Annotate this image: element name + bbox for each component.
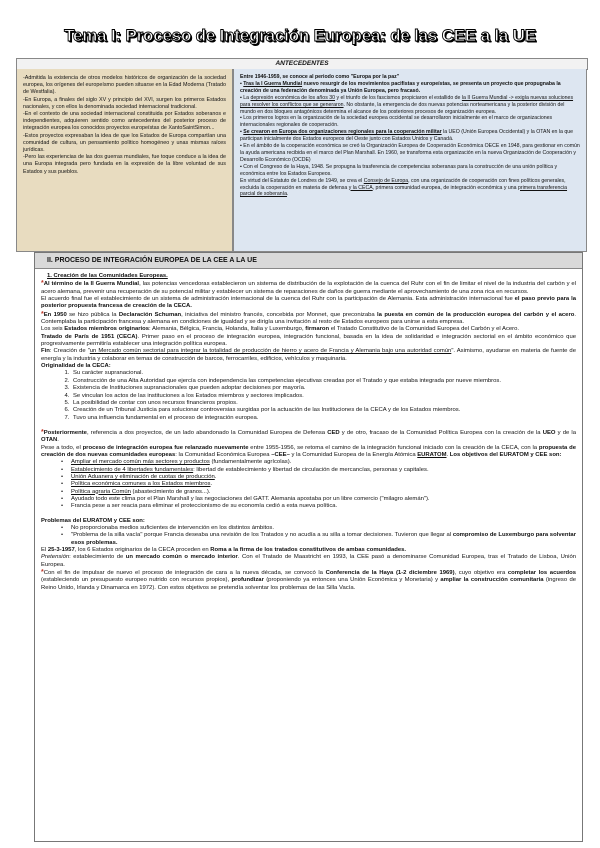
- paragraph: El 25-3-1957, los 6 Estados originarios de la CECA proceden en Roma a la firma de los tratados constitutivos de ambas comunidades.: [41, 547, 407, 554]
- right-intro: Entre 1946-1959, se conoce al periodo como "Europa por la paz": [240, 74, 400, 80]
- paragraph: Fin: Creación de "un Mercado común sectorial para integrar la totalidad de producción de hierro y acero de Francia y Alemania bajo una autoridad común". Asimismo, ayudarse en materia de fuente de energía y la industria y colaborar en temas de construcción de barcos, ferrocarriles, edificios, vehículos y maquinaria.: [41, 348, 576, 362]
- list-item: • Ampliar el mercado común más sectores y productos (fundamentalmente agrícolas).: [71, 459, 576, 466]
- objectives-list: [41, 459, 576, 510]
- list-item: • "Problema de la silla vacía" porque Francia deseaba una revisión de los Tratados y no acudía a su silla a tomar decisiones. Tuvieron que llegar al compromiso de Luxemburgo para solventar esos problemas.: [71, 532, 576, 547]
- antecedentes-left-box: [16, 69, 233, 252]
- left-paragraph: -En el contexto de una sociedad internacional constituida por Estados soberanos e independientes, adquieren sentido como antecedentes del posterior proceso de integración europea los conocidos proyectos europeístas de XantoSaintSimon...: [23, 111, 226, 132]
- section-ii-body: [35, 269, 582, 592]
- list-item: 6. Creación de un Tribunal Justicia para solucionar controversias surgidas por la actuación de las Instituciones de la CECA y de los Estados miembros.: [71, 407, 576, 414]
- antecedentes-heading: ANTECEDENTES: [16, 58, 588, 70]
- left-paragraph: -Admitida la existencia de otros modelos históricos de organización de la sociedad europea, los orígenes del europeísmo pueden situarse en la Edad Moderna (Tratado de Westfalia).: [23, 75, 226, 96]
- star-icon: *: [41, 428, 44, 436]
- star-icon: *: [41, 569, 44, 577]
- left-paragraph: -Pero las experiencias de las dos guerras mundiales, fue toque conduce a la idea de una Europa integrada pero fundada en la expresión de la libre voluntad de sus Estados y sus pueblos.: [23, 154, 226, 175]
- paragraph: *Con el fin de impulsar de nuevo el proceso de integración de cara a la nueva década, se convocó la Conferencia de la Haya (1-2 diciembre 1969), cuyo objetivo era completar los acuerdos (estableciendo un presupuesto europeo nutrido con recursos propios), profundizar (proponiendo ya entonces una Unión Económica y Monetaria) y ampliar la construcción comunitaria (ingreso de Reino Unido, Irlanda y Dinamarca en 1972). Con estos objetivos se pretendía solventar los problemas de las Silla Vacía.: [41, 569, 577, 591]
- subsection-title: 1. Creación de las Comunidades Europeas.: [47, 273, 168, 279]
- paragraph: Los seis Estados miembros originarios: Alemania, Bélgica, Francia, Holanda, Italia y Luxemburgo, firmaron el Tratado Constitutivo de la Comunidad Europea del Carbón y el Acero.: [41, 326, 520, 333]
- right-bullet: ▪ Los primeros logros en la organización de la sociedad europea occidental se desarrollaron inicialmente en el marco de organizaciones internacionales regionales de cooperación.: [240, 115, 553, 129]
- section-ii-box: [34, 252, 583, 842]
- page-title: Tema I: Proceso de Integración Europea: de las CEE a la UE: [64, 26, 536, 45]
- paragraph: Pese a todo, el proceso de integración europea fue relanzado nuevamente entre 1955-1956, se retoma el camino de la integración funcional iniciado con la creación de la CECA, con la propuesta de creación de dos nuevas comunidades europeas: la Comunidad Económica Europea –CEE– y la Comunidad Europea de la Energía Atómica EURATOM. Los objetivos del EURATOM y CEE son:: [41, 444, 577, 458]
- originality-list: [41, 370, 576, 421]
- paragraph: *Al término de la II Guerra Mundial, las potencias vencedoras establecieron un sistema de distribución de la explotación de la cuenca del Ruhr con el fin de limitar el nivel de la industria del carbón y el acero alemana, prevenir una recuperación de su potencial militar y establecer un sistema de reparaciones de daños de guerra mediante el aprovechamiento de una zona rica en recursos.: [41, 280, 576, 295]
- paragraph: Tratado de París de 1951 (CECA). Primer paso en el proceso de integración europea, integración funcional, basada en la idea de solidaridad e integración sectorial en el ámbito económico que progresivamente permitiría establecer una integración política europea.: [41, 333, 576, 348]
- star-icon: *: [41, 310, 44, 318]
- star-icon: *: [41, 280, 44, 288]
- right-paragraph: En virtud del Estatuto de Londres de 1949, se crea el Consejo de Europa, con una organización de cooperación con fines políticos generales, excluida la cooperación en materia de defensa y la CECA, primera comunidad europea, de integración económica y una primera transferencia parcial de soberanía.: [240, 177, 568, 198]
- list-item: 3. Existencia de Instituciones supranacionales que pueden adoptar decisiones por mayoría.: [71, 385, 576, 392]
- left-paragraph: -En Europa, a finales del siglo XV y principio del XVI, surgen los primeros Estados nacionales, y con ellos la denominada sociedad internacional tradicional.: [23, 96, 226, 110]
- paragraph: Pretensión: establecimiento de un mercado común o mercado interior. Con el Tratado de Maastricht en 1993, la CEE pasó a denominarse Comunidad Europea, tras el Tratado de Lisboa, Unión Europea.: [41, 554, 576, 568]
- list-item: • Política económica comunes a los Estados miembros.: [71, 481, 576, 488]
- paragraph: *Posteriormente, referencia a dos proyectos, de un lado abandonado la Comunidad Europea de Defensa CED y de otro, fracaso de la Comunidad Política Europea con la creación de la UEO y de la OTAN.: [41, 428, 576, 444]
- list-item: • Francia pese a ser reacia para eliminar el proteccionismo de su economía cedió a esta nueva política.: [71, 503, 576, 510]
- right-bullet: ▪ Tras la I Guerra Mundial nuevo resurgir de los movimientos pacifistas y europeístas, se presenta un proyecto que propugnaba la creación de una federación denominada ya Unión Europea, pero fracasó.: [240, 80, 561, 94]
- list-title: Problemas del EURATOM y CEE son:: [41, 517, 145, 524]
- right-bullet: ▪ Se crearon en Europa dos organizaciones regionales para la cooperación militar la UEO (Unión Europea Occidental) y la OTAN en la que participan inicialmente dos Estados europeos del Oeste junto con Estados Unidos y Canadá.: [240, 129, 574, 143]
- list-item: • Unión Aduanera y eliminación de cuotas de producción.: [71, 474, 576, 481]
- problems-list: [41, 525, 576, 547]
- list-item: 2. Construcción de una Alta Autoridad que ejercía con independencia las competencias ejecutivas creadas por el Tratado y que estaba integrada por nueve miembros.: [71, 378, 576, 385]
- antecedentes-right-box: [233, 69, 587, 252]
- list-item: 4. Se vinculan los actos de las instituciones a los Estados miembros y sectores implicados.: [71, 393, 576, 400]
- paragraph: *En 1950 se hizo pública la Declaración Schuman, iniciativa del ministro francés, concebida por Monnet, que preconizaba la puesta en común de la producción europea del carbón y el acero. Contemplaba la participación francesa y alemana en condiciones de igualdad y se dirigía una invitación al resto de Estados europeos para unirse a esta empresa.: [41, 310, 576, 326]
- list-item: • Establecimiento de 4 libertades fundamentales: libertad de establecimiento y libertad de circulación de mercancías, personas y capitales.: [71, 467, 576, 474]
- list-item: 1. Su carácter supranacional.: [71, 370, 576, 377]
- left-paragraph: -Estos proyectos expresaban la idea de que los Estados de Europa compartían una comunidad de cultura, un pensamiento político homogéneo y unas mismas raíces jurídicas.: [23, 132, 226, 154]
- paragraph: El acuerdo final fue el establecimiento de un sistema de administración internacional de la cuenca del Ruhr con la participación de Alemania. Esta administración internacional fue el paso previo para la posterior propuesta francesa de creación de la CECA.: [41, 296, 576, 310]
- right-bullet: ▪ La depresión económica de los años 30 y el triunfo de los fascismos propiciaron el estallido de la II Guerra Mundial -> exigía nuevas soluciones para resolver los conflictos que se generaron. No obstante, la emergencia de dos nuevas potencias norteamericana y la posterior división del mundo en dos bloques antagónicos determina el alcance de los posteriores procesos de organización europea.: [240, 94, 574, 115]
- list-title: Originalidad de la CECA:: [41, 363, 111, 370]
- right-bullet: ▪ Con el Congreso de la Haya, 1948. Se propugna la trasferencia de competencias soberanas para la construcción de una unión política y económica entre los Estados Europeos.: [240, 163, 558, 177]
- list-item: 7. Tuvo una influencia fundamental en el proceso de integración europea.: [71, 415, 576, 422]
- list-item: • Política agraria Común (abastecimiento de granos...).: [71, 489, 576, 496]
- right-bullet: ▪ En el ámbito de la cooperación económica se creó la Organización Europea de Cooperación Económica OECE en 1948, para gestionar en común la ayuda americana recibida en el marco del Plan Marshall. En 1960, se transforma esta organización en la nueva Organización de Cooperación y Desarrollo Económico (OCDE): [240, 143, 580, 163]
- list-item: 5. La posibilidad de contar con unos recursos financieros propios.: [71, 400, 576, 407]
- list-item: • No proporcionaba medios suficientes de intervención en los distintos ámbitos.: [71, 525, 576, 532]
- section-ii-header: II. PROCESO DE INTEGRACIÓN EUROPEA DE LA CEE A LA UE: [35, 253, 582, 269]
- list-item: • Ayudado todo este clima por el Plan Marshall y las negociaciones del GATT. Alemania apostaba por un libre comercio ("milagro alemán").: [71, 496, 576, 503]
